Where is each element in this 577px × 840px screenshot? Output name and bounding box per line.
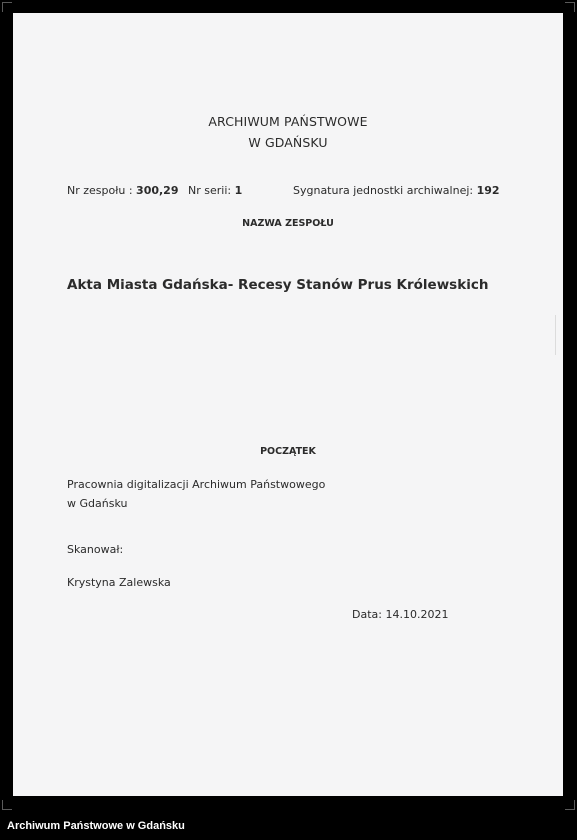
crop-mark-top-right [565, 2, 575, 12]
paper-fold-mark [555, 315, 556, 355]
start-heading: POCZĄTEK [260, 446, 316, 457]
archival-unit-signature [293, 185, 500, 196]
crop-mark-bottom-left [2, 800, 12, 810]
series-value: 1 [234, 184, 243, 197]
scanned-by-name: Krystyna Zalewska [67, 576, 171, 589]
archive-name-line2: W GDAŃSKU [248, 135, 328, 150]
digitization-lab-line2: w Gdańsku [67, 497, 128, 510]
archive-name-line1: ARCHIWUM PAŃSTWOWE [208, 114, 368, 129]
fond-number-value: 300,29 [136, 184, 179, 197]
image-caption: Archiwum Państwowe w Gdańsku [7, 820, 185, 832]
crop-mark-bottom-right [565, 800, 575, 810]
signature-value: 192 [476, 184, 500, 197]
fond-name: Akta Miasta Gdańska- Recesy Stanów Prus Królewskich [67, 277, 489, 293]
date-label: Data: [352, 608, 382, 621]
document-sheet [13, 13, 563, 796]
scan-date [352, 609, 448, 620]
digitization-lab-line1: Pracownia digitalizacji Archiwum Państwowego [67, 478, 326, 491]
fond-number [67, 185, 179, 196]
series-label: Nr serii: [188, 184, 232, 197]
fond-number-label: Nr zespołu : [67, 184, 133, 197]
date-value: 14.10.2021 [385, 608, 449, 621]
scanned-by-label: Skanował: [67, 543, 124, 556]
fond-name-heading: NAZWA ZESPOŁU [242, 218, 334, 229]
series-number [188, 185, 242, 196]
crop-mark-top-left [2, 2, 12, 12]
signature-label: Sygnatura jednostki archiwalnej: [293, 184, 474, 197]
